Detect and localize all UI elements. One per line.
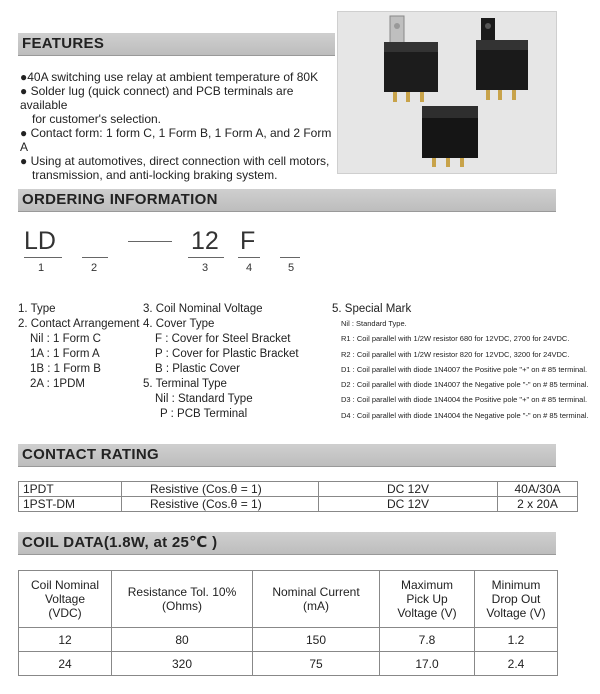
list-item: 5. Terminal Type xyxy=(143,378,227,390)
feature-item: transmission, and anti-locking braking system. xyxy=(32,168,278,182)
special-mark-list xyxy=(341,319,589,421)
column-header: Minimum Drop Out Voltage (V) xyxy=(475,571,558,628)
list-item: D3 : Coil parallel with diode 1N4004 the Positive pole "+" on # 85 terminal. xyxy=(341,395,588,405)
list-item: 2. Contact Arrangement xyxy=(18,318,140,330)
table-cell: 1PDT xyxy=(19,482,122,497)
position-5: 5 xyxy=(288,262,295,274)
column-header: Maximum Pick Up Voltage (V) xyxy=(380,571,475,628)
list-item: 1B : 1 Form B xyxy=(30,363,101,375)
position-2: 2 xyxy=(91,262,98,274)
list-item: Nil : Standard Type xyxy=(155,393,253,405)
type-arrangement-list xyxy=(18,302,139,392)
code-voltage: 12 xyxy=(191,227,219,255)
column-header: Coil Nominal Voltage (VDC) xyxy=(19,571,112,628)
table-cell: 2.4 xyxy=(475,652,558,676)
features-list xyxy=(20,70,340,182)
special-mark-title: 5. Special Mark xyxy=(332,303,412,315)
list-item: D1 : Coil parallel with diode 1N4007 the Positive pole "+" on # 85 terminal. xyxy=(341,364,588,374)
table-cell: 1.2 xyxy=(475,628,558,652)
code-line-2 xyxy=(82,257,108,258)
table-row xyxy=(19,652,558,676)
table-row xyxy=(19,628,558,652)
code-dash xyxy=(128,241,172,242)
list-item: R1 : Coil parallel with 1/2W resistor 680 for 12VDC, 2700 for 24VDC. xyxy=(341,334,570,344)
code-line-4 xyxy=(238,257,260,258)
table-cell: 320 xyxy=(112,652,253,676)
list-item: D4 : Coil parallel with diode 1N4004 the Negative pole "-" on # 85 terminal. xyxy=(341,410,589,420)
list-item: 4. Cover Type xyxy=(143,318,215,330)
position-3: 3 xyxy=(202,262,209,274)
feature-item: ● Using at automotives, direct connection with cell motors, xyxy=(20,154,330,168)
feature-item: for customer's selection. xyxy=(32,112,162,126)
list-item: Nil : 1 Form C xyxy=(30,333,101,345)
code-line-3 xyxy=(188,257,224,258)
position-4: 4 xyxy=(246,262,253,274)
relay-product-photo xyxy=(337,11,557,174)
list-item: P : Cover for Plastic Bracket xyxy=(155,348,299,360)
code-line-5 xyxy=(280,257,300,258)
list-item: R2 : Coil parallel with 1/2W resistor 820 for 12VDC, 3200 for 24VDC. xyxy=(341,349,570,359)
table-cell: 12 xyxy=(19,628,112,652)
table-cell: 17.0 xyxy=(380,652,475,676)
list-item: F : Cover for Steel Bracket xyxy=(155,333,291,345)
list-item: 1A : 1 Form A xyxy=(30,348,100,360)
feature-item: ●40A switching use relay at ambient temperature of 80K xyxy=(20,70,319,84)
table-cell: DC 12V xyxy=(319,482,498,497)
coil-data-table xyxy=(18,570,558,676)
table-cell: DC 12V xyxy=(319,497,498,512)
feature-item: ● Contact form: 1 form C, 1 Form B, 1 Form A, and 2 Form A xyxy=(20,126,332,154)
list-item: B : Plastic Cover xyxy=(155,363,240,375)
code-line-1 xyxy=(24,257,62,258)
column-header: Nominal Current (mA) xyxy=(253,571,380,628)
voltage-cover-terminal-list xyxy=(143,302,299,422)
table-cell: Resistive (Cos.θ = 1) xyxy=(122,482,319,497)
list-item: D2 : Coil parallel with diode 1N4007 the Negative pole "-" on # 85 terminal. xyxy=(341,380,589,390)
table-cell: 150 xyxy=(253,628,380,652)
column-header: Resistance Tol. 10% (Ohms) xyxy=(112,571,253,628)
table-cell: 80 xyxy=(112,628,253,652)
table-cell: Resistive (Cos.θ = 1) xyxy=(122,497,319,512)
feature-item: ● Solder lug (quick connect) and PCB terminals are available xyxy=(20,84,294,112)
ordering-header: ORDERING INFORMATION xyxy=(18,189,556,212)
table-cell: 7.8 xyxy=(380,628,475,652)
coil-data-header: COIL DATA(1.8W, at 25℃ ) xyxy=(18,532,556,555)
table-cell: 2 x 20A xyxy=(498,497,578,512)
contact-rating-header: CONTACT RATING xyxy=(18,444,556,467)
features-header: FEATURES xyxy=(18,33,335,56)
list-item: 3. Coil Nominal Voltage xyxy=(143,303,263,315)
code-type: LD xyxy=(24,227,56,255)
list-item: 1. Type xyxy=(18,303,56,315)
table-row xyxy=(19,497,578,512)
table-cell: 24 xyxy=(19,652,112,676)
table-header-row xyxy=(19,571,558,628)
table-cell: 75 xyxy=(253,652,380,676)
list-item: 2A : 1PDM xyxy=(30,378,85,390)
table-cell: 40A/30A xyxy=(498,482,578,497)
position-1: 1 xyxy=(38,262,45,274)
code-cover: F xyxy=(240,227,256,255)
table-row xyxy=(19,482,578,497)
list-item: P : PCB Terminal xyxy=(160,408,248,420)
table-cell: 1PST-DM xyxy=(19,497,122,512)
contact-rating-table xyxy=(18,481,578,512)
relay-illustration xyxy=(338,12,556,173)
list-item: Nil : Standard Type. xyxy=(341,319,407,328)
